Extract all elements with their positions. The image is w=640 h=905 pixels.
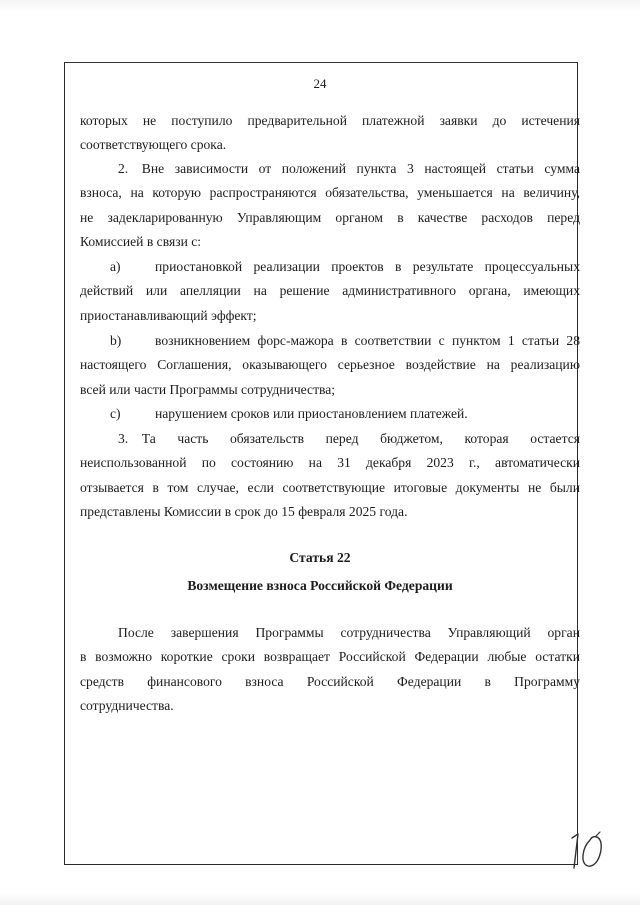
article-body [80, 621, 580, 718]
list-item-text: приостановкой реализации проектов в результате процессуальных [155, 259, 580, 274]
list-item-label: a) [110, 259, 121, 274]
text-line: 2. Вне зависимости от положений пункта 3 настоящей статьи сумма [118, 161, 580, 176]
handwritten-mark-icon [560, 818, 620, 874]
text-line: не задекларированную Управляющим органом в качестве расходов перед [80, 209, 580, 225]
article-number: Статья 22 [289, 550, 351, 565]
article-title: Возмещение взноса Российской Федерации [187, 578, 453, 593]
text-line: Комиссией в связи с: [80, 233, 202, 249]
text-line: настоящего Соглашения, оказывающего серьезное воздействие на реализацию [80, 357, 580, 373]
paragraph-2 [80, 157, 580, 254]
text-line: взноса, на которую распространяются обязательства, уменьшается на величину, [80, 185, 580, 201]
list-item-c [80, 402, 580, 426]
text-line: соответствующего срока. [80, 137, 227, 153]
paragraph-continuation [80, 109, 580, 158]
paragraph-3 [80, 427, 580, 524]
text-line: После завершения Программы сотрудничества Управляющий орган [118, 625, 580, 640]
page-number: 24 [313, 76, 327, 91]
text-line: представлены Комиссии в срок до 15 февраля 2025 года. [80, 503, 408, 519]
text-line: отзывается в том случае, если соответствующие итоговые документы не были [80, 479, 580, 495]
text-line: 3. Та часть обязательств перед бюджетом, которая остается [118, 431, 580, 446]
text-line: которых не поступило предварительной платежной заявки до истечения [80, 113, 580, 128]
list-item-label: b) [110, 333, 122, 348]
list-item-text: возникновением форс-мажора в соответствии с пунктом 1 статьи 28 [155, 333, 580, 348]
text-line: приостанавливающий эффект; [80, 307, 257, 323]
text-line [80, 255, 580, 279]
text-line: сотрудничества. [80, 697, 174, 713]
list-item-text: нарушением сроков или приостановлением платежей. [155, 406, 468, 421]
list-item-b [80, 329, 580, 402]
list-item-a [80, 255, 580, 328]
list-item-label: c) [110, 406, 121, 421]
text-line: неиспользованной по состоянию на 31 декабря 2023 г., автоматически [80, 455, 580, 471]
text-line: действий или апелляции на решение административного органа, имеющих [80, 283, 580, 299]
text-line [80, 329, 580, 353]
text-line: средств финансового взноса Российской Федерации в Программу [80, 673, 580, 689]
text-line [80, 402, 580, 426]
text-line: в возможно короткие сроки возвращает Российской Федерации любые остатки [80, 649, 580, 665]
text-line: всей или части Программы сотрудничества; [80, 381, 336, 397]
